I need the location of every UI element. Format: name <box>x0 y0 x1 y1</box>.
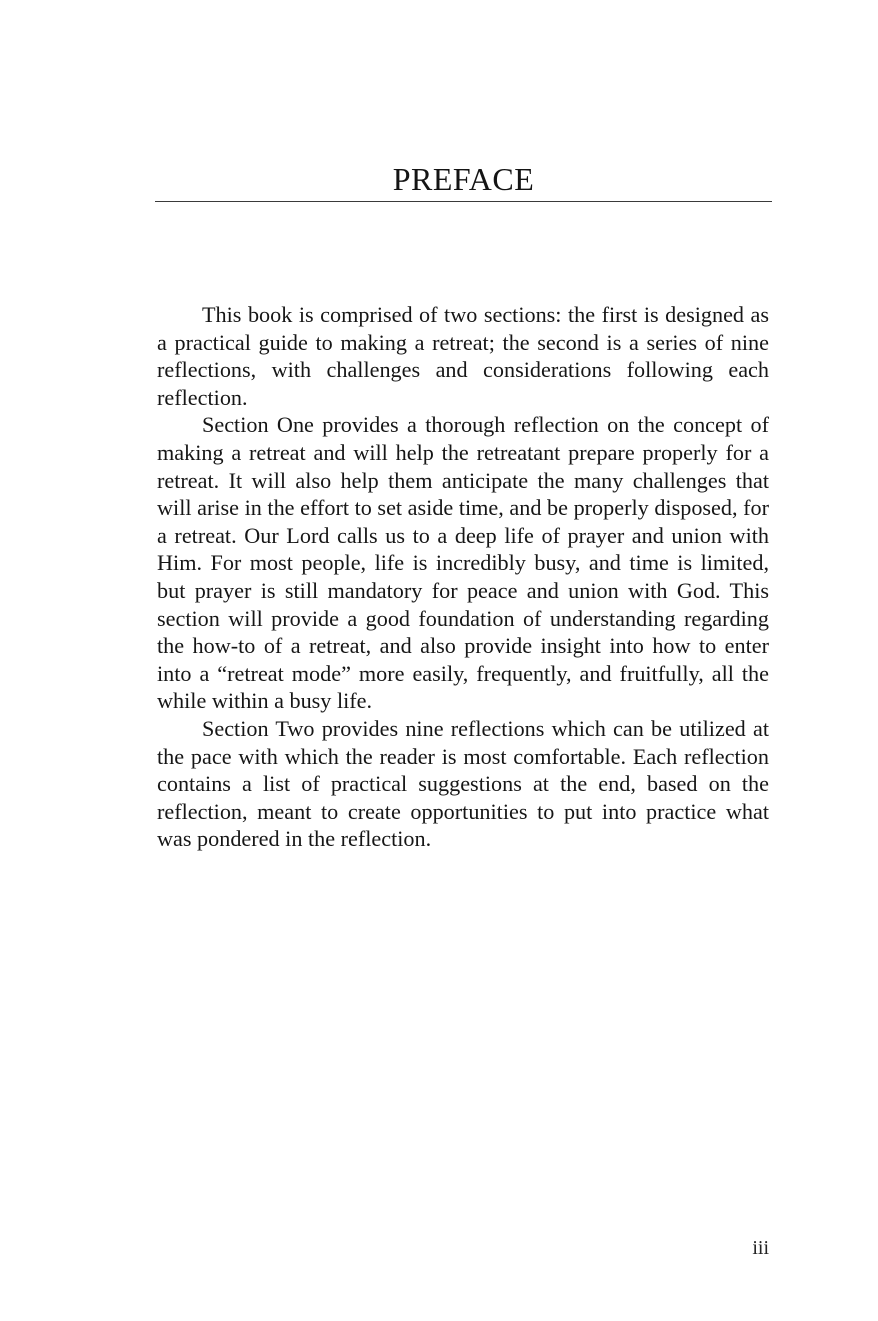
title-underline-rule <box>155 201 772 202</box>
paragraph-3: Section Two provides nine reflections which can be utilized at the pace with which the reader is most comfortable. Each reflection contains a list of practical suggestions at the end, based on the reflection, meant to create opportunities to put into practice what was pondered in the reflection. <box>157 715 769 852</box>
page-number: iii <box>752 1237 769 1259</box>
preface-body <box>157 301 769 853</box>
page-title: PREFACE <box>392 161 535 197</box>
paragraph-2: Section One provides a thorough reflection on the concept of making a retreat and will help the retreatant prepare properly for a retreat. It will also help them anticipate the many challenges that will arise in the effort to set aside time, and be properly disposed, for a retreat. Our Lord calls us to a deep life of prayer and union with Him. For most people, life is incredibly busy, and time is limited, but prayer is still mandatory for peace and union with God. This section will provide a good foundation of understanding regarding the how-to of a retreat, and also provide insight into how to enter into a “retreat mode” more easily, frequently, and fruitfully, all the while within a busy life. <box>157 412 769 714</box>
chapter-heading <box>155 160 772 202</box>
paragraph-1: This book is comprised of two sections: the first is designed as a practical guide to making a retreat; the second is a series of nine reflections, with challenges and considerations following each reflection. <box>157 302 769 410</box>
